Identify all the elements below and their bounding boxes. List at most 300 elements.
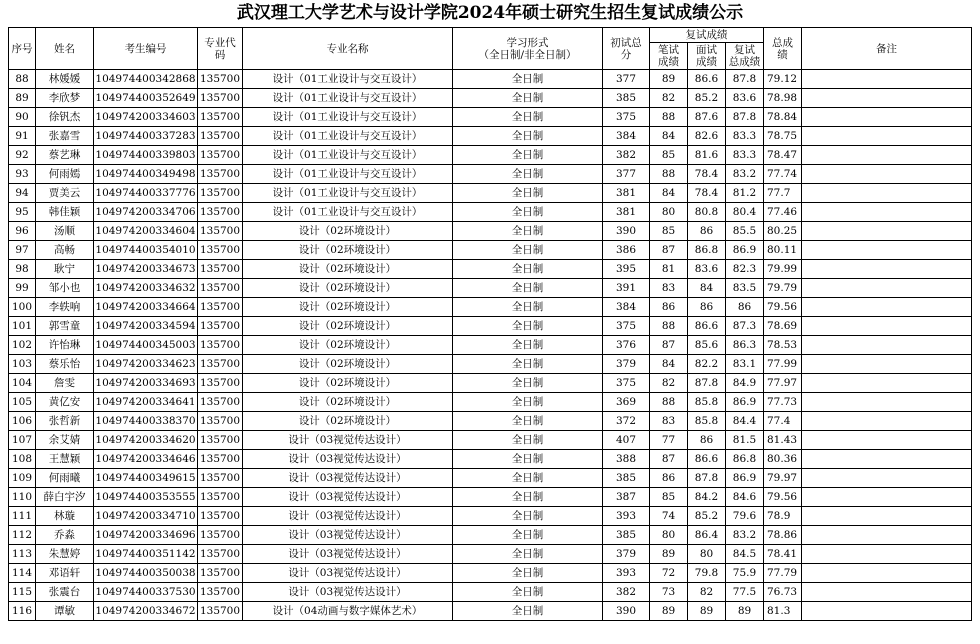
cell-retest-total: 86.9	[726, 241, 764, 260]
cell-exam-id: 104974200334696	[94, 526, 198, 545]
cell-name: 王慧颖	[36, 450, 94, 469]
cell-retest-total: 80.4	[726, 203, 764, 222]
cell-written-score: 72	[650, 564, 688, 583]
cell-major-name: 设计（03视觉传达设计）	[243, 488, 453, 507]
cell-total-score: 80.25	[764, 222, 802, 241]
header-interview-line2: 成绩	[696, 56, 717, 68]
cell-interview-score: 85.8	[688, 393, 726, 412]
header-written-line1: 笔试	[658, 44, 679, 56]
cell-major-name: 设计（02环境设计）	[243, 298, 453, 317]
header-interview-score	[688, 43, 726, 70]
cell-study-mode: 全日制	[453, 279, 603, 298]
cell-initial-score: 390	[603, 222, 650, 241]
table-row	[9, 184, 972, 203]
cell-total-score: 77.99	[764, 355, 802, 374]
cell-study-mode: 全日制	[453, 222, 603, 241]
cell-exam-id: 104974200334664	[94, 298, 198, 317]
table-row	[9, 469, 972, 488]
cell-interview-score: 83.6	[688, 260, 726, 279]
cell-interview-score: 87.8	[688, 469, 726, 488]
header-total-score	[764, 28, 802, 70]
cell-major-name: 设计（01工业设计与交互设计）	[243, 89, 453, 108]
cell-written-score: 87	[650, 336, 688, 355]
table-row	[9, 70, 972, 89]
cell-seq: 110	[9, 488, 36, 507]
cell-name: 李轶响	[36, 298, 94, 317]
cell-retest-total: 86.9	[726, 469, 764, 488]
cell-interview-score: 79.8	[688, 564, 726, 583]
cell-initial-score: 369	[603, 393, 650, 412]
cell-exam-id: 104974200334620	[94, 431, 198, 450]
cell-name: 汤顺	[36, 222, 94, 241]
cell-major-code: 135700	[198, 317, 243, 336]
header-retest-total-line1: 复试	[734, 44, 755, 56]
cell-remark	[802, 583, 972, 602]
cell-exam-id: 104974200334673	[94, 260, 198, 279]
cell-written-score: 88	[650, 317, 688, 336]
cell-major-name: 设计（04动画与数字媒体艺术）	[243, 602, 453, 621]
cell-major-code: 135700	[198, 298, 243, 317]
header-total-line2: 绩	[777, 48, 788, 61]
cell-remark	[802, 203, 972, 222]
cell-interview-score: 86.6	[688, 450, 726, 469]
cell-retest-total: 87.8	[726, 70, 764, 89]
cell-seq: 112	[9, 526, 36, 545]
cell-total-score: 78.41	[764, 545, 802, 564]
cell-exam-id: 104974400338370	[94, 412, 198, 431]
table-row	[9, 317, 972, 336]
cell-seq: 95	[9, 203, 36, 222]
table-row	[9, 564, 972, 583]
cell-major-code: 135700	[198, 279, 243, 298]
cell-retest-total: 83.3	[726, 146, 764, 165]
cell-seq: 107	[9, 431, 36, 450]
header-major-code-line1: 专业代	[204, 36, 236, 49]
cell-major-name: 设计（01工业设计与交互设计）	[243, 70, 453, 89]
cell-name: 李欣梦	[36, 89, 94, 108]
header-major-code	[198, 28, 243, 70]
cell-seq: 88	[9, 70, 36, 89]
cell-initial-score: 375	[603, 317, 650, 336]
cell-major-code: 135700	[198, 184, 243, 203]
cell-study-mode: 全日制	[453, 165, 603, 184]
cell-seq: 109	[9, 469, 36, 488]
cell-major-name: 设计（02环境设计）	[243, 374, 453, 393]
cell-name: 詹雯	[36, 374, 94, 393]
table-row	[9, 336, 972, 355]
cell-retest-total: 84.4	[726, 412, 764, 431]
cell-initial-score: 386	[603, 241, 650, 260]
header-remark: 备注	[802, 28, 972, 70]
cell-seq: 99	[9, 279, 36, 298]
cell-written-score: 85	[650, 146, 688, 165]
cell-initial-score: 388	[603, 450, 650, 469]
cell-name: 薛白宇汐	[36, 488, 94, 507]
cell-seq: 106	[9, 412, 36, 431]
cell-name: 何雨嫣	[36, 165, 94, 184]
cell-retest-total: 79.6	[726, 507, 764, 526]
cell-seq: 97	[9, 241, 36, 260]
cell-exam-id: 104974200334632	[94, 279, 198, 298]
cell-study-mode: 全日制	[453, 583, 603, 602]
cell-exam-id: 104974200334604	[94, 222, 198, 241]
cell-study-mode: 全日制	[453, 89, 603, 108]
table-row	[9, 602, 972, 621]
cell-retest-total: 75.9	[726, 564, 764, 583]
cell-major-name: 设计（03视觉传达设计）	[243, 450, 453, 469]
cell-study-mode: 全日制	[453, 507, 603, 526]
cell-study-mode: 全日制	[453, 431, 603, 450]
cell-total-score: 79.99	[764, 260, 802, 279]
table-row	[9, 203, 972, 222]
cell-remark	[802, 165, 972, 184]
cell-remark	[802, 279, 972, 298]
cell-remark	[802, 526, 972, 545]
cell-major-name: 设计（03视觉传达设计）	[243, 583, 453, 602]
header-seq: 序号	[9, 28, 36, 70]
cell-initial-score: 375	[603, 108, 650, 127]
table-row	[9, 108, 972, 127]
cell-remark	[802, 374, 972, 393]
cell-major-code: 135700	[198, 526, 243, 545]
cell-major-name: 设计（03视觉传达设计）	[243, 545, 453, 564]
cell-retest-total: 83.1	[726, 355, 764, 374]
header-name: 姓名	[36, 28, 94, 70]
cell-name: 贾美云	[36, 184, 94, 203]
table-row	[9, 355, 972, 374]
table-row	[9, 241, 972, 260]
cell-major-name: 设计（01工业设计与交互设计）	[243, 203, 453, 222]
cell-retest-total: 84.9	[726, 374, 764, 393]
cell-retest-total: 84.5	[726, 545, 764, 564]
header-study-mode-line1: 学习形式	[506, 36, 549, 49]
cell-written-score: 84	[650, 355, 688, 374]
cell-major-code: 135700	[198, 602, 243, 621]
table-row	[9, 165, 972, 184]
cell-seq: 102	[9, 336, 36, 355]
cell-exam-id: 104974400351142	[94, 545, 198, 564]
table-row	[9, 412, 972, 431]
cell-initial-score: 393	[603, 564, 650, 583]
header-study-mode	[453, 28, 603, 70]
header-major-code-line2: 码	[214, 48, 226, 61]
table-row	[9, 260, 972, 279]
header-exam-id: 考生编号	[94, 28, 198, 70]
cell-major-code: 135700	[198, 165, 243, 184]
cell-name: 徐钒杰	[36, 108, 94, 127]
cell-major-code: 135700	[198, 469, 243, 488]
cell-remark	[802, 298, 972, 317]
cell-study-mode: 全日制	[453, 184, 603, 203]
cell-study-mode: 全日制	[453, 241, 603, 260]
cell-study-mode: 全日制	[453, 602, 603, 621]
cell-total-score: 78.69	[764, 317, 802, 336]
cell-initial-score: 390	[603, 602, 650, 621]
cell-remark	[802, 127, 972, 146]
cell-initial-score: 379	[603, 545, 650, 564]
cell-interview-score: 86.6	[688, 317, 726, 336]
cell-total-score: 81.43	[764, 431, 802, 450]
cell-written-score: 74	[650, 507, 688, 526]
cell-written-score: 82	[650, 89, 688, 108]
cell-written-score: 88	[650, 165, 688, 184]
cell-total-score: 78.9	[764, 507, 802, 526]
cell-interview-score: 86	[688, 298, 726, 317]
cell-exam-id: 104974200334646	[94, 450, 198, 469]
cell-written-score: 80	[650, 203, 688, 222]
cell-exam-id: 104974200334641	[94, 393, 198, 412]
cell-remark	[802, 89, 972, 108]
cell-retest-total: 83.3	[726, 127, 764, 146]
score-table	[8, 27, 972, 621]
cell-written-score: 85	[650, 488, 688, 507]
cell-total-score: 79.12	[764, 70, 802, 89]
cell-initial-score: 372	[603, 412, 650, 431]
cell-interview-score: 86.6	[688, 70, 726, 89]
cell-written-score: 86	[650, 298, 688, 317]
cell-total-score: 78.47	[764, 146, 802, 165]
cell-interview-score: 87.8	[688, 374, 726, 393]
cell-interview-score: 86	[688, 222, 726, 241]
cell-exam-id: 104974400337776	[94, 184, 198, 203]
cell-remark	[802, 146, 972, 165]
header-retest-total	[726, 43, 764, 70]
table-row	[9, 507, 972, 526]
cell-interview-score: 86.8	[688, 241, 726, 260]
cell-total-score: 77.7	[764, 184, 802, 203]
header-study-mode-line2: （全日制/非全日制）	[478, 48, 577, 61]
cell-initial-score: 381	[603, 184, 650, 203]
cell-name: 林璇	[36, 507, 94, 526]
cell-interview-score: 85.6	[688, 336, 726, 355]
table-row	[9, 526, 972, 545]
cell-major-name: 设计（01工业设计与交互设计）	[243, 146, 453, 165]
cell-major-code: 135700	[198, 431, 243, 450]
cell-remark	[802, 241, 972, 260]
cell-written-score: 81	[650, 260, 688, 279]
cell-total-score: 78.53	[764, 336, 802, 355]
cell-initial-score: 377	[603, 70, 650, 89]
cell-written-score: 87	[650, 450, 688, 469]
header-major-name: 专业名称	[243, 28, 453, 70]
cell-exam-id: 104974400349498	[94, 165, 198, 184]
cell-major-name: 设计（02环境设计）	[243, 222, 453, 241]
cell-remark	[802, 412, 972, 431]
cell-retest-total: 87.8	[726, 108, 764, 127]
cell-remark	[802, 393, 972, 412]
cell-remark	[802, 507, 972, 526]
cell-retest-total: 85.5	[726, 222, 764, 241]
cell-remark	[802, 260, 972, 279]
cell-remark	[802, 70, 972, 89]
cell-retest-total: 87.3	[726, 317, 764, 336]
cell-remark	[802, 184, 972, 203]
header-total-line1: 总成	[772, 36, 793, 49]
cell-exam-id: 104974200334706	[94, 203, 198, 222]
cell-written-score: 84	[650, 127, 688, 146]
cell-major-code: 135700	[198, 393, 243, 412]
cell-seq: 116	[9, 602, 36, 621]
cell-retest-total: 86	[726, 298, 764, 317]
cell-name: 张震台	[36, 583, 94, 602]
cell-major-name: 设计（02环境设计）	[243, 412, 453, 431]
table-row	[9, 431, 972, 450]
cell-remark	[802, 355, 972, 374]
header-retest-total-line2: 总成绩	[728, 56, 761, 68]
cell-total-score: 80.36	[764, 450, 802, 469]
table-row	[9, 279, 972, 298]
cell-study-mode: 全日制	[453, 146, 603, 165]
cell-major-name: 设计（01工业设计与交互设计）	[243, 184, 453, 203]
cell-exam-id: 104974200334594	[94, 317, 198, 336]
cell-major-code: 135700	[198, 412, 243, 431]
cell-study-mode: 全日制	[453, 336, 603, 355]
cell-major-name: 设计（03视觉传达设计）	[243, 469, 453, 488]
cell-total-score: 81.3	[764, 602, 802, 621]
cell-retest-total: 86.3	[726, 336, 764, 355]
cell-major-code: 135700	[198, 108, 243, 127]
cell-interview-score: 85.2	[688, 89, 726, 108]
cell-exam-id: 104974400337530	[94, 583, 198, 602]
cell-interview-score: 78.4	[688, 165, 726, 184]
cell-interview-score: 85.2	[688, 507, 726, 526]
cell-exam-id: 104974200334603	[94, 108, 198, 127]
cell-initial-score: 385	[603, 89, 650, 108]
cell-exam-id: 104974200334623	[94, 355, 198, 374]
cell-interview-score: 89	[688, 602, 726, 621]
cell-major-code: 135700	[198, 583, 243, 602]
cell-study-mode: 全日制	[453, 298, 603, 317]
cell-retest-total: 83.6	[726, 89, 764, 108]
cell-remark	[802, 450, 972, 469]
cell-written-score: 85	[650, 222, 688, 241]
cell-remark	[802, 545, 972, 564]
table-row	[9, 127, 972, 146]
cell-name: 邹小也	[36, 279, 94, 298]
cell-major-code: 135700	[198, 203, 243, 222]
cell-study-mode: 全日制	[453, 412, 603, 431]
cell-study-mode: 全日制	[453, 260, 603, 279]
cell-total-score: 77.73	[764, 393, 802, 412]
cell-total-score: 79.97	[764, 469, 802, 488]
cell-interview-score: 81.6	[688, 146, 726, 165]
cell-major-code: 135700	[198, 507, 243, 526]
cell-total-score: 76.73	[764, 583, 802, 602]
cell-total-score: 78.75	[764, 127, 802, 146]
cell-exam-id: 104974400354010	[94, 241, 198, 260]
cell-study-mode: 全日制	[453, 70, 603, 89]
header-interview-line1: 面试	[696, 44, 717, 56]
table-row	[9, 146, 972, 165]
cell-initial-score: 391	[603, 279, 650, 298]
cell-exam-id: 104974400345003	[94, 336, 198, 355]
cell-interview-score: 80.8	[688, 203, 726, 222]
cell-seq: 113	[9, 545, 36, 564]
cell-major-name: 设计（02环境设计）	[243, 336, 453, 355]
cell-written-score: 82	[650, 374, 688, 393]
table-row	[9, 89, 972, 108]
cell-name: 郭雪童	[36, 317, 94, 336]
cell-seq: 98	[9, 260, 36, 279]
cell-seq: 115	[9, 583, 36, 602]
cell-name: 黄亿安	[36, 393, 94, 412]
cell-name: 高畅	[36, 241, 94, 260]
cell-interview-score: 85.8	[688, 412, 726, 431]
cell-seq: 105	[9, 393, 36, 412]
table-body	[9, 70, 972, 621]
cell-major-code: 135700	[198, 260, 243, 279]
cell-retest-total: 77.5	[726, 583, 764, 602]
cell-major-code: 135700	[198, 355, 243, 374]
cell-interview-score: 84	[688, 279, 726, 298]
header-initial-line2: 分	[620, 48, 632, 61]
cell-exam-id: 104974400339803	[94, 146, 198, 165]
cell-total-score: 77.97	[764, 374, 802, 393]
cell-written-score: 89	[650, 602, 688, 621]
cell-seq: 100	[9, 298, 36, 317]
cell-written-score: 88	[650, 393, 688, 412]
cell-exam-id: 104974400342868	[94, 70, 198, 89]
cell-name: 乔淼	[36, 526, 94, 545]
cell-study-mode: 全日制	[453, 108, 603, 127]
cell-study-mode: 全日制	[453, 469, 603, 488]
cell-major-name: 设计（03视觉传达设计）	[243, 507, 453, 526]
cell-retest-total: 82.3	[726, 260, 764, 279]
cell-exam-id: 104974200334693	[94, 374, 198, 393]
cell-remark	[802, 431, 972, 450]
header-initial-score	[603, 28, 650, 70]
cell-major-code: 135700	[198, 89, 243, 108]
cell-seq: 108	[9, 450, 36, 469]
cell-exam-id: 104974200334672	[94, 602, 198, 621]
cell-initial-score: 395	[603, 260, 650, 279]
header-initial-line1: 初试总	[610, 36, 642, 49]
cell-written-score: 84	[650, 184, 688, 203]
cell-major-name: 设计（01工业设计与交互设计）	[243, 108, 453, 127]
cell-major-name: 设计（03视觉传达设计）	[243, 431, 453, 450]
cell-written-score: 80	[650, 526, 688, 545]
cell-name: 张哲新	[36, 412, 94, 431]
cell-initial-score: 387	[603, 488, 650, 507]
cell-study-mode: 全日制	[453, 450, 603, 469]
cell-written-score: 86	[650, 469, 688, 488]
cell-total-score: 77.79	[764, 564, 802, 583]
cell-major-code: 135700	[198, 70, 243, 89]
cell-name: 林媛媛	[36, 70, 94, 89]
cell-written-score: 89	[650, 545, 688, 564]
cell-initial-score: 384	[603, 127, 650, 146]
cell-seq: 90	[9, 108, 36, 127]
cell-interview-score: 82	[688, 583, 726, 602]
cell-major-name: 设计（02环境设计）	[243, 393, 453, 412]
cell-total-score: 79.79	[764, 279, 802, 298]
cell-remark	[802, 222, 972, 241]
cell-name: 许怡琳	[36, 336, 94, 355]
cell-major-name: 设计（03视觉传达设计）	[243, 564, 453, 583]
cell-name: 朱慧婷	[36, 545, 94, 564]
cell-retest-total: 81.2	[726, 184, 764, 203]
cell-study-mode: 全日制	[453, 374, 603, 393]
cell-study-mode: 全日制	[453, 355, 603, 374]
cell-retest-total: 89	[726, 602, 764, 621]
table-row	[9, 222, 972, 241]
cell-total-score: 79.56	[764, 298, 802, 317]
cell-total-score: 78.86	[764, 526, 802, 545]
cell-seq: 104	[9, 374, 36, 393]
cell-seq: 94	[9, 184, 36, 203]
cell-initial-score: 384	[603, 298, 650, 317]
table-header	[9, 28, 972, 70]
